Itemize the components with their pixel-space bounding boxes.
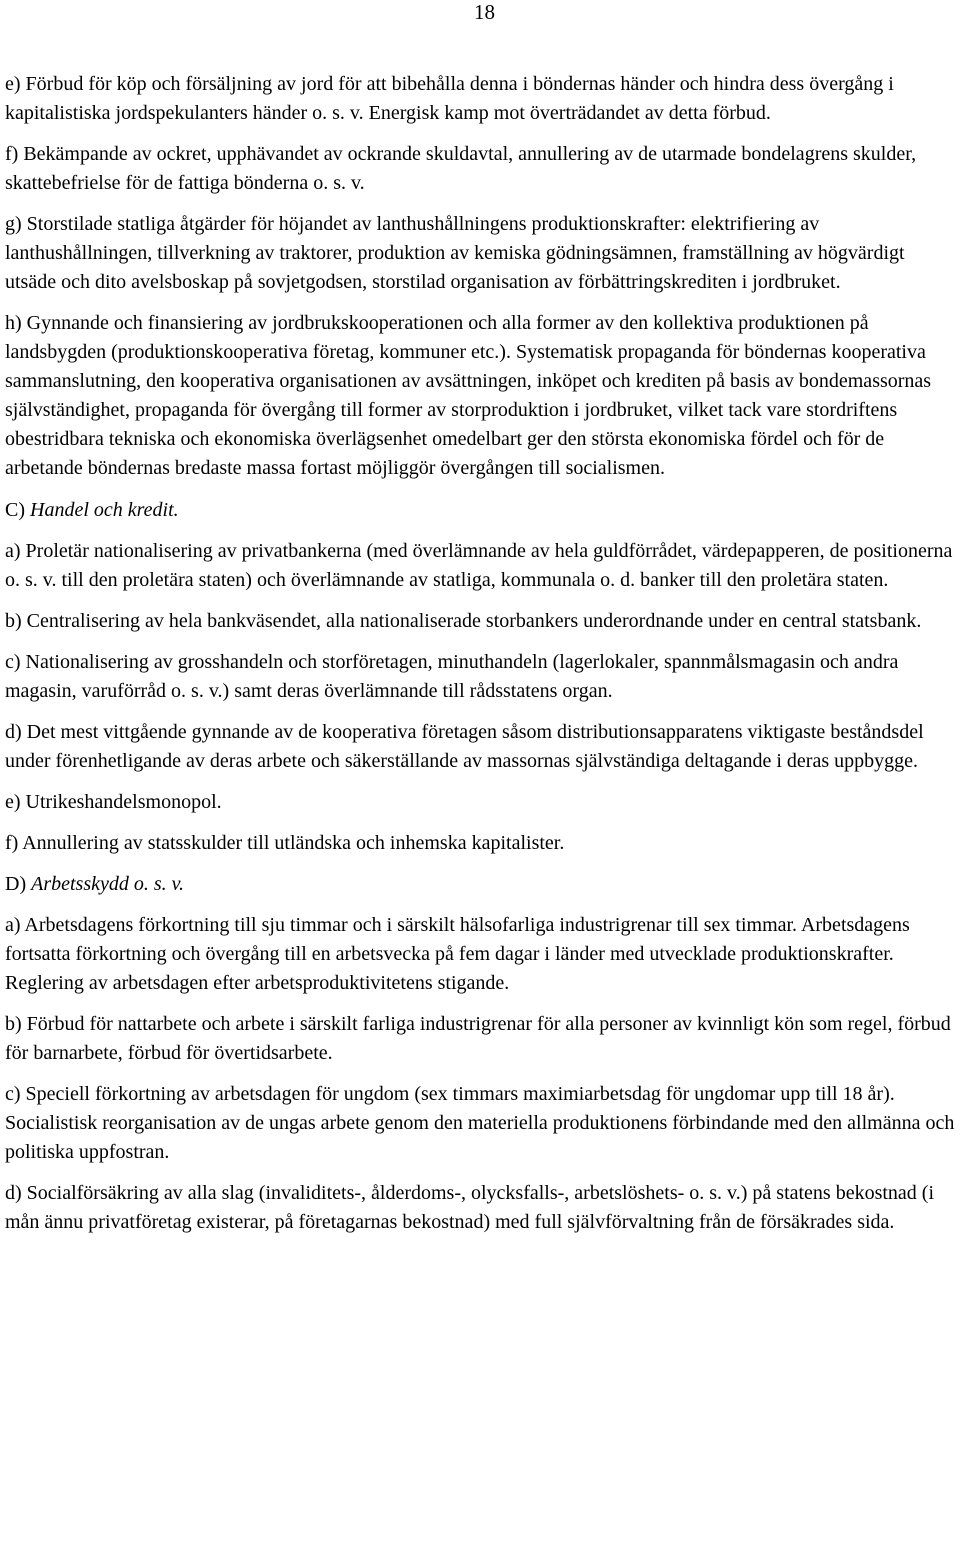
- paragraph-b-night-work-ban: b) Förbud för nattarbete och arbete i särskilt farliga industrigrenar för alla personer av kvinnligt kön som regel, förbud för barnarbete, förbud för övertidsarbete.: [5, 1013, 951, 1064]
- document-body: [5, 70, 958, 1249]
- section-heading-labour-protection: [5, 870, 958, 899]
- section-heading-prefix: D): [5, 873, 32, 895]
- paragraph-d-social-insurance: d) Socialförsäkring av alla slag (invaliditets-, ålderdoms-, olycksfalls-, arbetslöshets- o. s. v.) på statens bekostnad (i mån ännu privatföretag existerar, på företagarnas bekostnad) med full självförvaltning från de försäkrades sida.: [5, 1182, 935, 1233]
- paragraph-f-usury: f) Bekämpande av ockret, upphävandet av ockrande skuldavtal, annullering av de utarmade bondelagrens skulder, skattebefrielse för de fattiga bönderna o. s. v.: [5, 143, 917, 194]
- paragraph-h-cooperation: h) Gynnande och finansiering av jordbrukskooperationen och alla former av den kollektiva produktionen på landsbygden (produktionskooperativa företag, kommuner etc.). Systematisk propaganda för böndernas kooperativa sammanslutning, den kooperativa organisationen av avsättningen, inköpet och krediten på basis av bondemassornas självständighet, propaganda för övergång till former av storproduktion i jordbruket, vilket tack vare stordriftens obestridbara tekniska och ekonomiska överlägsenhet omedelbart ger den största ekonomiska fördel och för de arbetande böndernas bredaste massa fortast möjliggör övergången till socialismen.: [5, 312, 932, 479]
- paragraph-c-wholesale-nationalisation: c) Nationalisering av grosshandeln och storföretagen, minuthandeln (lagerlokaler, spannmålsmagasin och andra magasin, varuförråd o. s. v.) samt deras överlämnande till rådsstatens organ.: [5, 651, 899, 702]
- paragraph-g-productive-forces: g) Storstilade statliga åtgärder för höjandet av lanthushållningens produktionskrafter: elektrifiering av lanthushållningen, tillverkning av traktorer, produktion av kemiska gödningsämnen, framställning av högvärdigt utsäde och dito avelsboskap på sovjetgodsen, storstilad organisation av förbättringskrediten i jordbruket.: [5, 213, 905, 293]
- paragraph-d-cooperatives: d) Det mest vittgående gynnande av de kooperativa företagen såsom distributionsapparatens viktigaste beståndsdel under förenhetligande av deras arbete och säkerställande av massornas självständiga deltagande i deras uppbygge.: [5, 721, 924, 772]
- paragraph-a-bank-nationalisation: a) Proletär nationalisering av privatbankerna (med överlämnande av hela guldförrådet, värdepapperen, de positionerna o. s. v. till den proletära staten) och överlämnande av statliga, kommunala o. d. banker till den proletära staten.: [5, 540, 953, 591]
- section-heading-title: Handel och kredit.: [30, 499, 179, 521]
- section-heading-prefix: C): [5, 499, 30, 521]
- paragraph-e-trade-monopoly: e) Utrikeshandelsmonopol.: [5, 791, 222, 813]
- paragraph-f-debt-annulment: f) Annullering av statsskulder till utländska och inhemska kapitalister.: [5, 832, 565, 854]
- section-heading-title: Arbetsskydd o. s. v.: [31, 873, 185, 895]
- paragraph-e-land-sale-ban: e) Förbud för köp och försäljning av jord för att bibehålla denna i böndernas händer och hindra dess övergång i kapitalistiska jordspekulanters händer o. s. v. Energisk kamp mot överträdandet av detta förbud.: [5, 73, 894, 124]
- section-heading-trade-credit: [5, 496, 958, 525]
- page-number: 18: [474, 0, 495, 24]
- paragraph-c-youth-working-day: c) Speciell förkortning av arbetsdagen för ungdom (sex timmars maximiarbetsdag för ungdomar upp till 18 år). Socialistisk reorganisation av de ungas arbete genom den materiella produktionens förbindande med den allmänna och politiska uppfostran.: [5, 1083, 955, 1163]
- paragraph-a-working-day: a) Arbetsdagens förkortning till sju timmar och i särskilt hälsofarliga industrigrenar till sex timmar. Arbetsdagens fortsatta förkortning och övergång till en arbetsvecka på fem dagar i länder med utvecklade produktionskrafter. Reglering av arbetsdagen efter arbetsproduktivitetens stigande.: [5, 914, 910, 994]
- paragraph-b-central-bank: b) Centralisering av hela bankväsendet, alla nationaliserade storbankers underordnande under en central statsbank.: [5, 610, 922, 632]
